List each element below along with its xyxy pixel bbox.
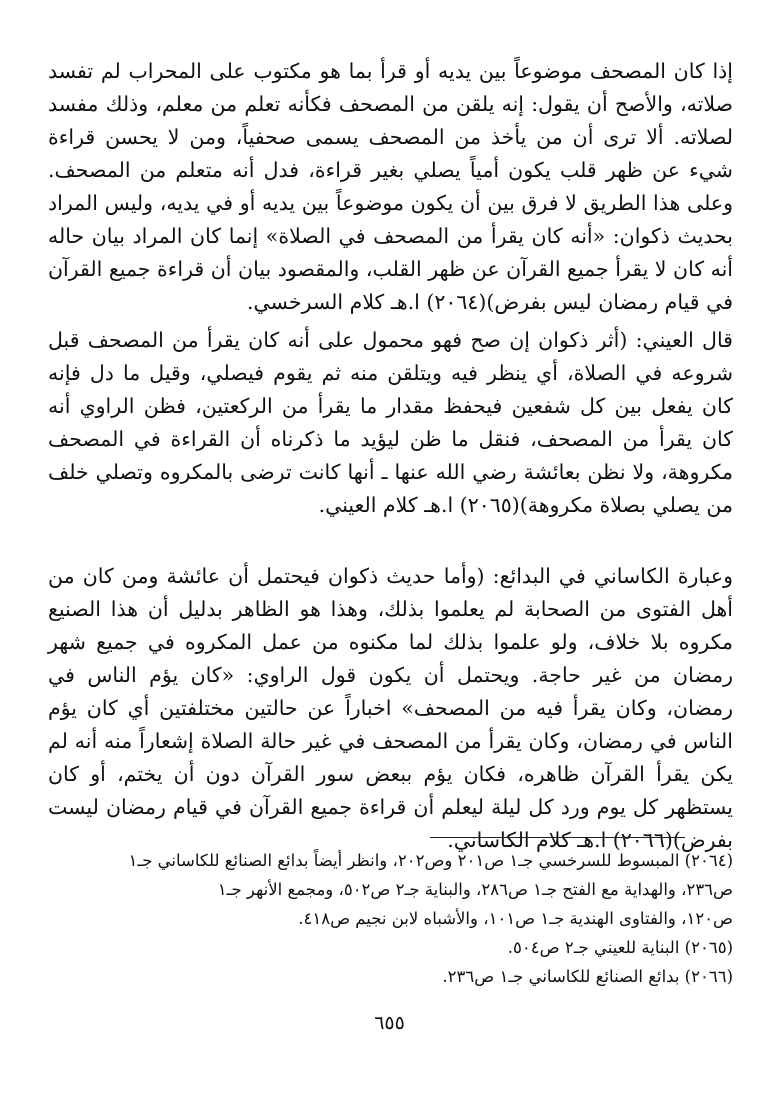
footnote-separator (430, 837, 685, 838)
footnote-2064-line-1: (٢٠٦٤) المبسوط للسرخسي جـ١ ص٢٠١ وص٢٠٢، وانظر أيضاً بدائع الصنائع للكاساني جـ١ (128, 851, 733, 870)
paragraph-kasani: وعبارة الكاساني في البدائع: (وأما حديث ذكوان فيحتمل أن عائشة ومن كان من أهل الفتوى من الصحابة لم يعلموا بذلك، وهذا هو الظاهر بدليل أن هذا الصنيع مكروه بلا خلاف، ولو علموا بذلك لما مكنوه من عمل المكروه في جميع شهر رمضان من غير حاجة. ويحتمل أن يكون قول الراوي: «كان يؤم الناس في رمضان، وكان يقرأ فيه من المصحف» اخباراً عن حالتين مختلفتين أي كان يؤم الناس في رمضان، وكان يقرأ من المصحف في غير حالة الصلاة إشعاراً منه أنه لم يكن يقرأ القرآن ظاهره، فكان يؤم ببعض سور القرآن دون أن يختم، أو كان يستظهر كل يوم ورد كل ليلة ليعلم أن قراءة جميع القرآن في قيام رمضان ليست بفرض)(٢٠٦٦) ا.هـ كلام الكاساني. (48, 564, 733, 852)
paragraph-sarakhsi: إذا كان المصحف موضوعاً بين يديه أو قرأ بما هو مكتوب على المحراب لم تفسد صلاته، والأصح أن يقول: إنه يلقن من المصحف فكأنه تعلم من معلم، وذلك مفسد لصلاته. ألا ترى أن من يأخذ من المصحف يسمى صحفياً، ومن لا يحسن قراءة شيء عن ظهر قلب يكون أمياً يصلي بغير قراءة، فدل أنه متعلم من المصحف. وعلى هذا الطريق لا فرق بين أن يكون موضوعاً بين يديه أو في يديه، وليس المراد بحديث ذكوان: «أنه كان يقرأ من المصحف في الصلاة» إنما كان المراد بيان حاله أنه كان لا يقرأ جميع القرآن عن ظهر القلب، والمقصود بيان أن قراءة جميع القرآن في قيام رمضان ليس بفرض)(٢٠٦٤) ا.هـ كلام السرخسي. (48, 59, 733, 314)
footnotes (48, 846, 733, 991)
footnote-2066: (٢٠٦٦) بدائع الصنائع للكاساني جـ١ ص٢٣٦. (442, 967, 733, 986)
footnote-2064-line-3: ص١٢٠، والفتاوى الهندية جـ١ ص١٠١، والأشباه لابن نجيم ص٤١٨. (298, 909, 733, 928)
page-number: ٦٥٥ (374, 1012, 405, 1034)
footnote-2065: (٢٠٦٥) البناية للعيني جـ٢ ص٥٠٤. (507, 938, 733, 957)
paragraph-aini: قال العيني: (أثر ذكوان إن صح فهو محمول على أنه كان يقرأ من المصحف قبل شروعه في الصلاة، أي ينظر فيه ويتلقن منه ثم يقوم فيصلي، وقيل ما دل فإنه كان يفعل بين كل شفعين فيحفظ مقدار ما يقرأ من الركعتين، فظن الراوي أنه كان يقرأ من المصحف، فنقل ما ظن ليؤيد ما ذكرناه أن القراءة في المصحف مكروهة، ولا نظن بعائشة رضي الله عنها ـ أنها كانت ترضى بالمكروه وتصلي خلف من يصلي بصلاة مكروهة)(٢٠٦٥) ا.هـ كلام العيني. (48, 328, 733, 517)
footnote-2064-line-2: ص٢٣٦، والهداية مع الفتح جـ١ ص٢٨٦، والبناية جـ٢ ص٥٠٢، ومجمع الأنهر جـ١ (217, 880, 733, 899)
